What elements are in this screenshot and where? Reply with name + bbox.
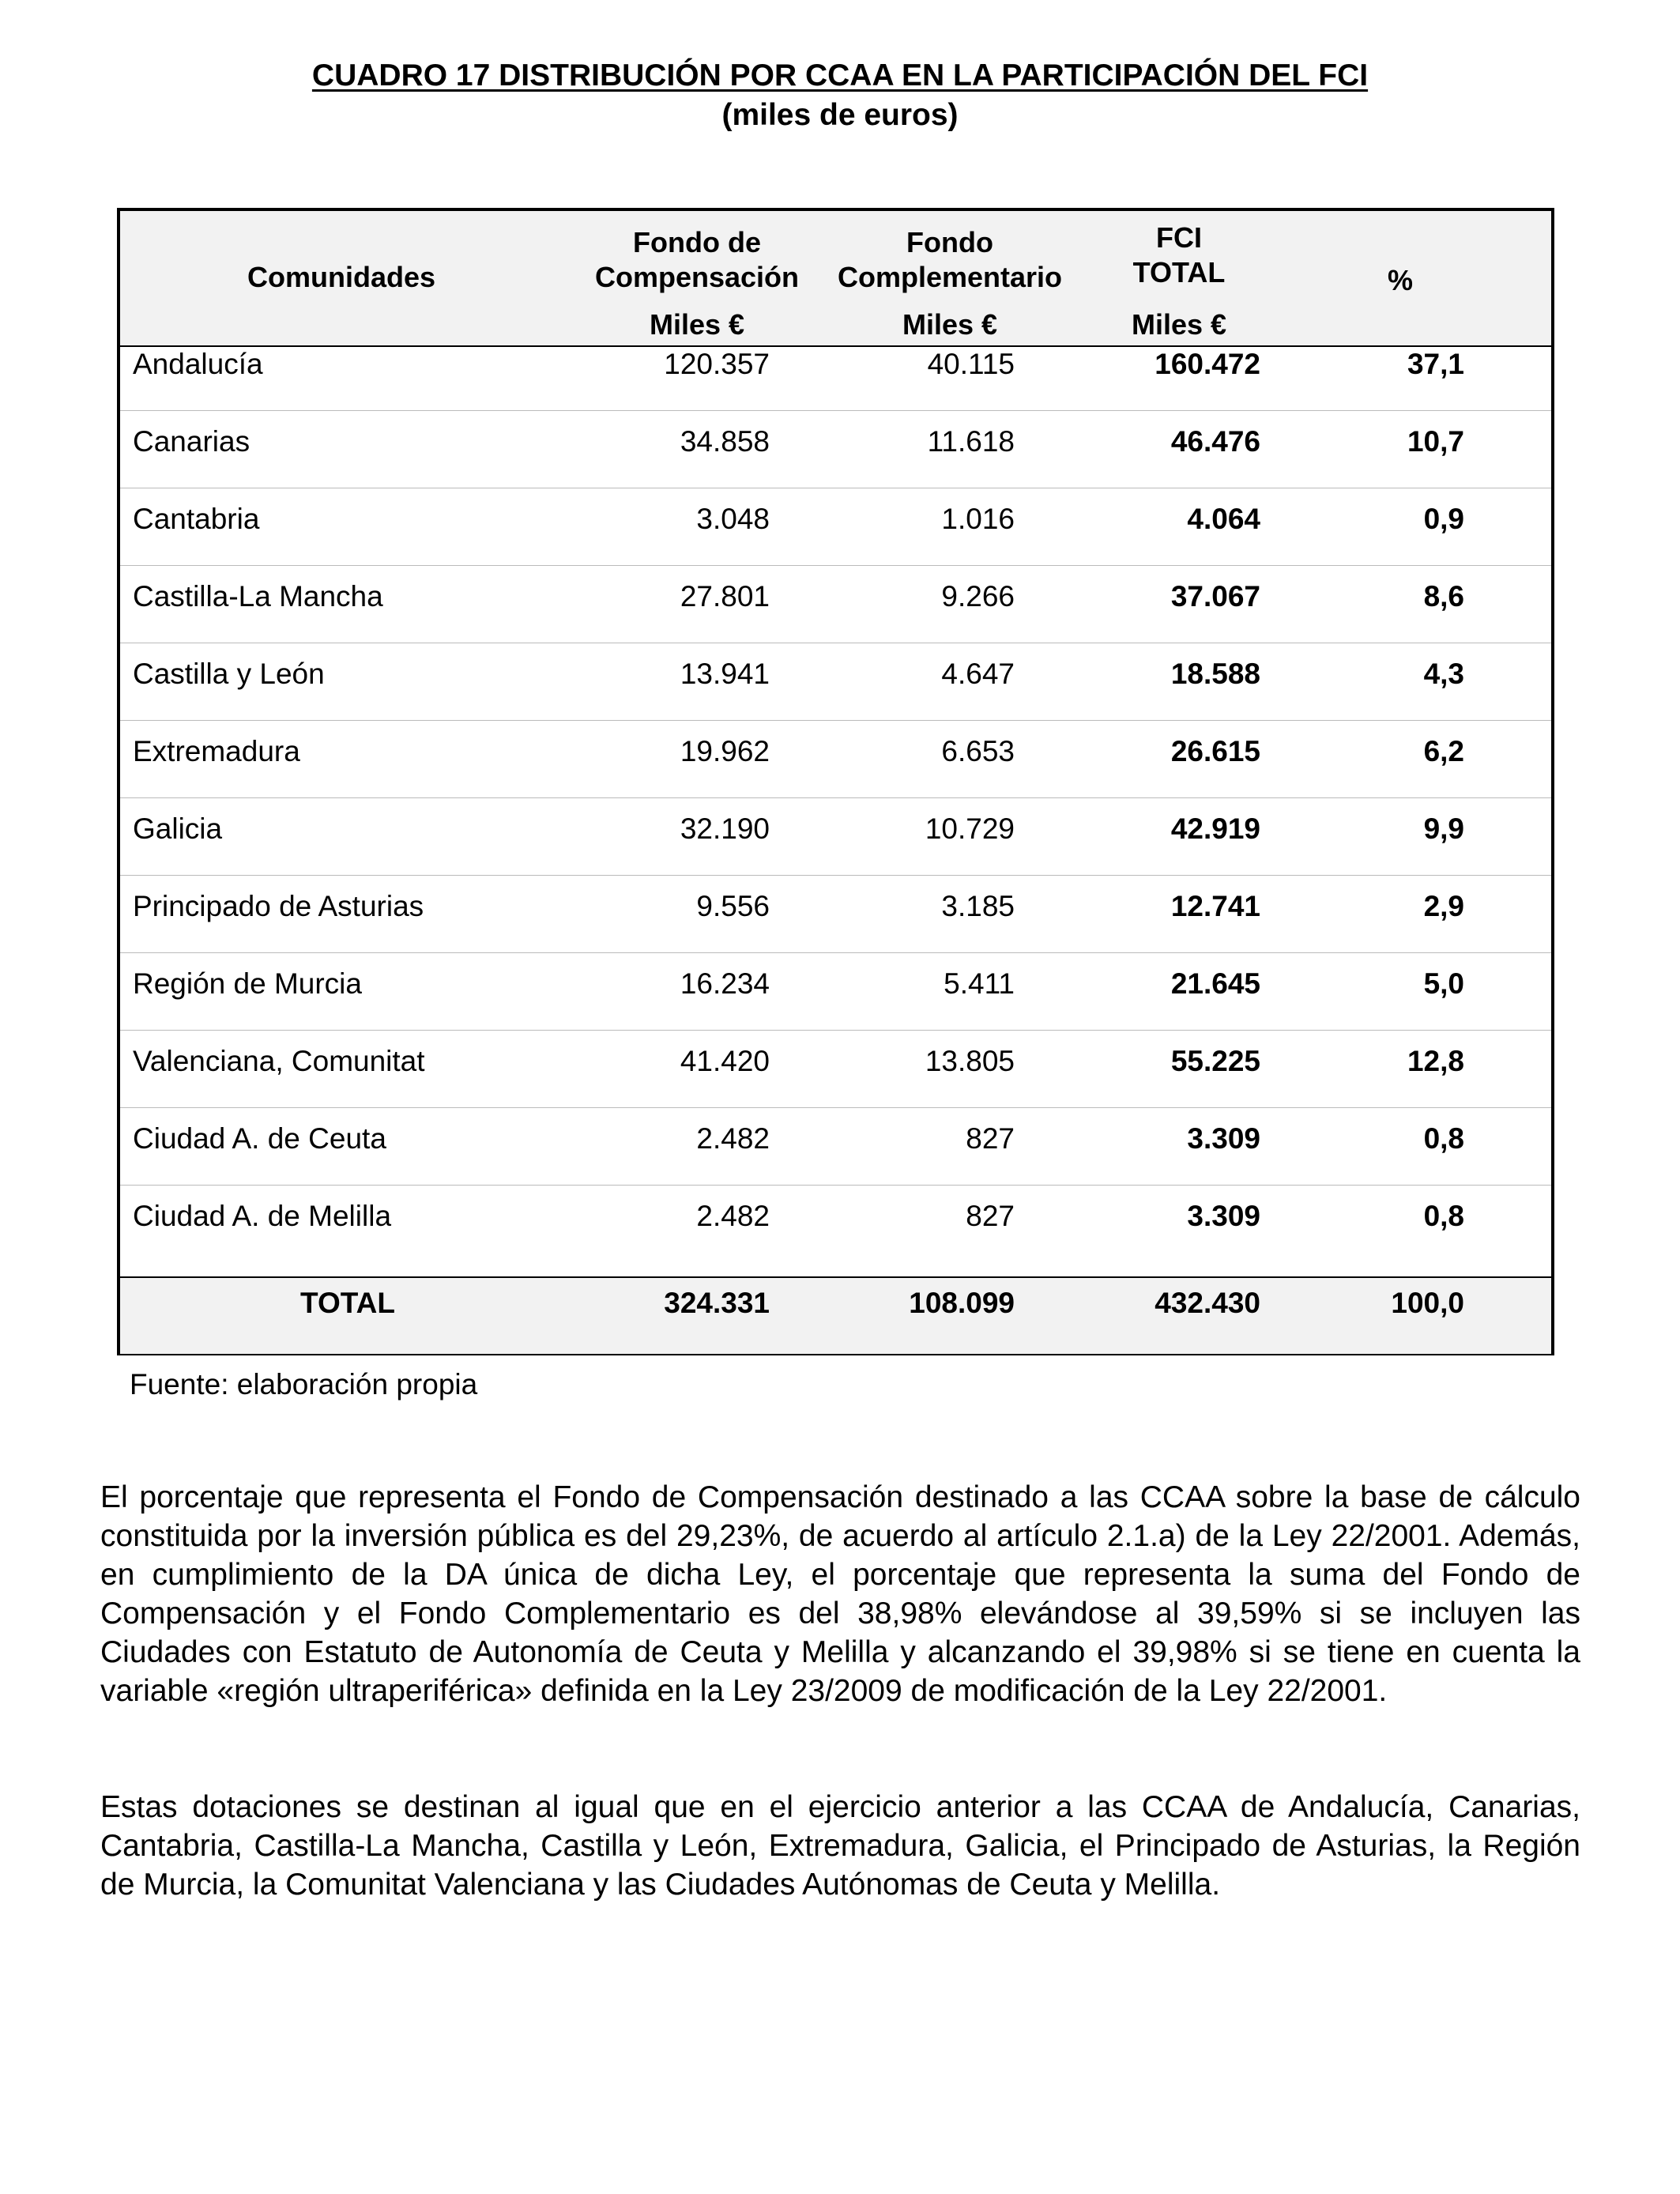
row-percent: 37,1 <box>1407 348 1464 380</box>
row-name: Extremadura <box>133 735 300 767</box>
row-name: Galicia <box>133 812 223 845</box>
row-fondo-complementario: 6.653 <box>941 735 1015 767</box>
header-percent: % <box>1387 264 1413 296</box>
row-fci-total: 26.615 <box>1170 735 1260 767</box>
row-fci-total: 21.645 <box>1170 967 1260 1000</box>
row-fondo-compensacion: 3.048 <box>696 503 770 535</box>
row-fondo-compensacion: 41.420 <box>680 1045 770 1077</box>
row-fondo-compensacion: 2.482 <box>696 1122 770 1155</box>
table-row <box>120 424 1551 502</box>
row-fondo-complementario: 5.411 <box>944 967 1015 1000</box>
row-fci-total: 55.225 <box>1170 1045 1260 1077</box>
row-percent: 0,9 <box>1423 503 1464 535</box>
table-header <box>120 211 1551 347</box>
row-percent: 6,2 <box>1423 735 1464 767</box>
header-fci-line2: TOTAL <box>1132 256 1226 288</box>
table-row <box>120 1044 1551 1122</box>
table-row <box>120 579 1551 657</box>
row-name: Canarias <box>133 425 250 458</box>
row-fondo-complementario: 11.618 <box>927 425 1015 458</box>
row-fci-total: 42.919 <box>1170 812 1260 845</box>
row-fci-total: 37.067 <box>1170 580 1260 613</box>
row-percent: 10,7 <box>1407 425 1464 458</box>
table-title <box>0 57 1680 95</box>
total-compensacion: 324.331 <box>664 1287 770 1319</box>
row-fondo-compensacion: 16.234 <box>680 967 770 1000</box>
header-unit-fci: Miles € <box>1131 308 1227 341</box>
row-divider <box>120 410 1551 411</box>
row-percent: 12,8 <box>1407 1045 1464 1077</box>
row-fci-total: 3.309 <box>1187 1122 1260 1155</box>
row-fondo-complementario: 827 <box>966 1200 1015 1232</box>
table-row <box>120 734 1551 812</box>
row-fci-total: 18.588 <box>1170 658 1260 690</box>
total-complementario: 108.099 <box>909 1287 1015 1319</box>
row-divider <box>120 1030 1551 1031</box>
row-fondo-compensacion: 32.190 <box>680 812 770 845</box>
row-fondo-compensacion: 120.357 <box>664 348 770 380</box>
row-fondo-complementario: 3.185 <box>941 890 1015 922</box>
row-name: Cantabria <box>133 503 260 535</box>
header-fondo-complementario-line2: Complementario <box>837 261 1063 293</box>
total-label: TOTAL <box>300 1287 395 1319</box>
row-fondo-compensacion: 9.556 <box>696 890 770 922</box>
row-fci-total: 160.472 <box>1155 348 1260 380</box>
table-title-text: CUADRO 17 DISTRIBUCIÓN POR CCAA EN LA PARTICIPACIÓN DEL FCI <box>311 58 1369 92</box>
row-name: Andalucía <box>133 348 263 380</box>
row-percent: 4,3 <box>1423 658 1464 690</box>
row-fondo-compensacion: 27.801 <box>680 580 770 613</box>
row-fondo-complementario: 9.266 <box>941 580 1015 613</box>
source-note: Fuente: elaboración propia <box>130 1368 478 1400</box>
row-fondo-compensacion: 13.941 <box>680 658 770 690</box>
total-fci: 432.430 <box>1155 1287 1260 1319</box>
header-fondo-compensacion-line2: Compensación <box>594 261 800 293</box>
row-fci-total: 4.064 <box>1187 503 1260 535</box>
header-comunidades: Comunidades <box>247 261 436 293</box>
row-fondo-complementario: 4.647 <box>941 658 1015 690</box>
paragraph-2: Estas dotaciones se destinan al igual que en el ejercicio anterior a las CCAA de Andalucía, Canarias, Cantabria, Castilla-La Mancha, Castilla y León, Extremadura, Galicia, el Principado de Asturias, la Región de Murcia, la Comunitat Valenciana y las Ciudades Autónomas de Ceuta y Melilla. <box>100 1790 1580 1902</box>
row-fci-total: 12.741 <box>1170 890 1260 922</box>
row-divider <box>120 1107 1551 1108</box>
row-divider <box>120 720 1551 721</box>
table-subtitle: (miles de euros) <box>721 98 959 132</box>
row-name: Región de Murcia <box>133 967 362 1000</box>
table-row <box>120 502 1551 579</box>
header-fondo-compensacion-line1: Fondo de <box>633 226 761 258</box>
row-name: Castilla y León <box>133 658 325 690</box>
row-name: Ciudad A. de Ceuta <box>133 1122 386 1155</box>
row-percent: 5,0 <box>1423 967 1464 1000</box>
row-fondo-compensacion: 2.482 <box>696 1200 770 1232</box>
row-percent: 8,6 <box>1423 580 1464 613</box>
row-fci-total: 3.309 <box>1187 1200 1260 1232</box>
header-fondo-complementario-line1: Fondo <box>906 226 993 258</box>
table-row <box>120 967 1551 1044</box>
header-unit-compensacion: Miles € <box>649 308 745 341</box>
data-table <box>117 208 1554 1355</box>
table-row <box>120 1122 1551 1199</box>
header-fci-line1: FCI <box>1156 221 1202 254</box>
row-divider <box>120 1185 1551 1186</box>
table-row <box>120 812 1551 889</box>
row-name: Castilla-La Mancha <box>133 580 383 613</box>
table-row <box>120 657 1551 734</box>
header-unit-complementario: Miles € <box>902 308 998 341</box>
row-fondo-complementario: 40.115 <box>927 348 1015 380</box>
row-name: Ciudad A. de Melilla <box>133 1200 392 1232</box>
row-fondo-compensacion: 19.962 <box>680 735 770 767</box>
paragraph-1: El porcentaje que representa el Fondo de Compensación destinado a las CCAA sobre la base de cálculo constituida por la inversión pública es del 29,23%, de acuerdo al artículo 2.1.a) de la Ley 22/2001. Además, en cumplimiento de la DA única de dicha Ley, el porcentaje que representa la suma del Fondo de Compensación y el Fondo Complementario es del 38,98% elevándose al 39,59% si se incluyen las Ciudades con Estatuto de Autonomía de Ceuta y Melilla y alcanzando el 39,98% si se tiene en cuenta la variable «región ultraperiférica» definida en la Ley 23/2009 de modificación de la Ley 22/2001. <box>100 1480 1580 1708</box>
table-row <box>120 889 1551 967</box>
total-row <box>120 1276 1551 1354</box>
row-fondo-compensacion: 34.858 <box>680 425 770 458</box>
table-row <box>120 1199 1551 1276</box>
row-percent: 2,9 <box>1423 890 1464 922</box>
row-fondo-complementario: 1.016 <box>941 503 1015 535</box>
row-name: Valenciana, Comunitat <box>133 1045 425 1077</box>
table-row <box>120 347 1551 424</box>
row-percent: 0,8 <box>1423 1122 1464 1155</box>
row-fondo-complementario: 13.805 <box>925 1045 1015 1077</box>
total-percent: 100,0 <box>1391 1287 1464 1319</box>
row-fondo-complementario: 10.729 <box>925 812 1015 845</box>
row-divider <box>120 952 1551 953</box>
row-divider <box>120 875 1551 876</box>
row-percent: 0,8 <box>1423 1200 1464 1232</box>
row-percent: 9,9 <box>1423 812 1464 845</box>
row-fci-total: 46.476 <box>1170 425 1260 458</box>
row-name: Principado de Asturias <box>133 890 424 922</box>
row-divider <box>120 565 1551 566</box>
row-fondo-complementario: 827 <box>966 1122 1015 1155</box>
row-divider <box>120 797 1551 798</box>
